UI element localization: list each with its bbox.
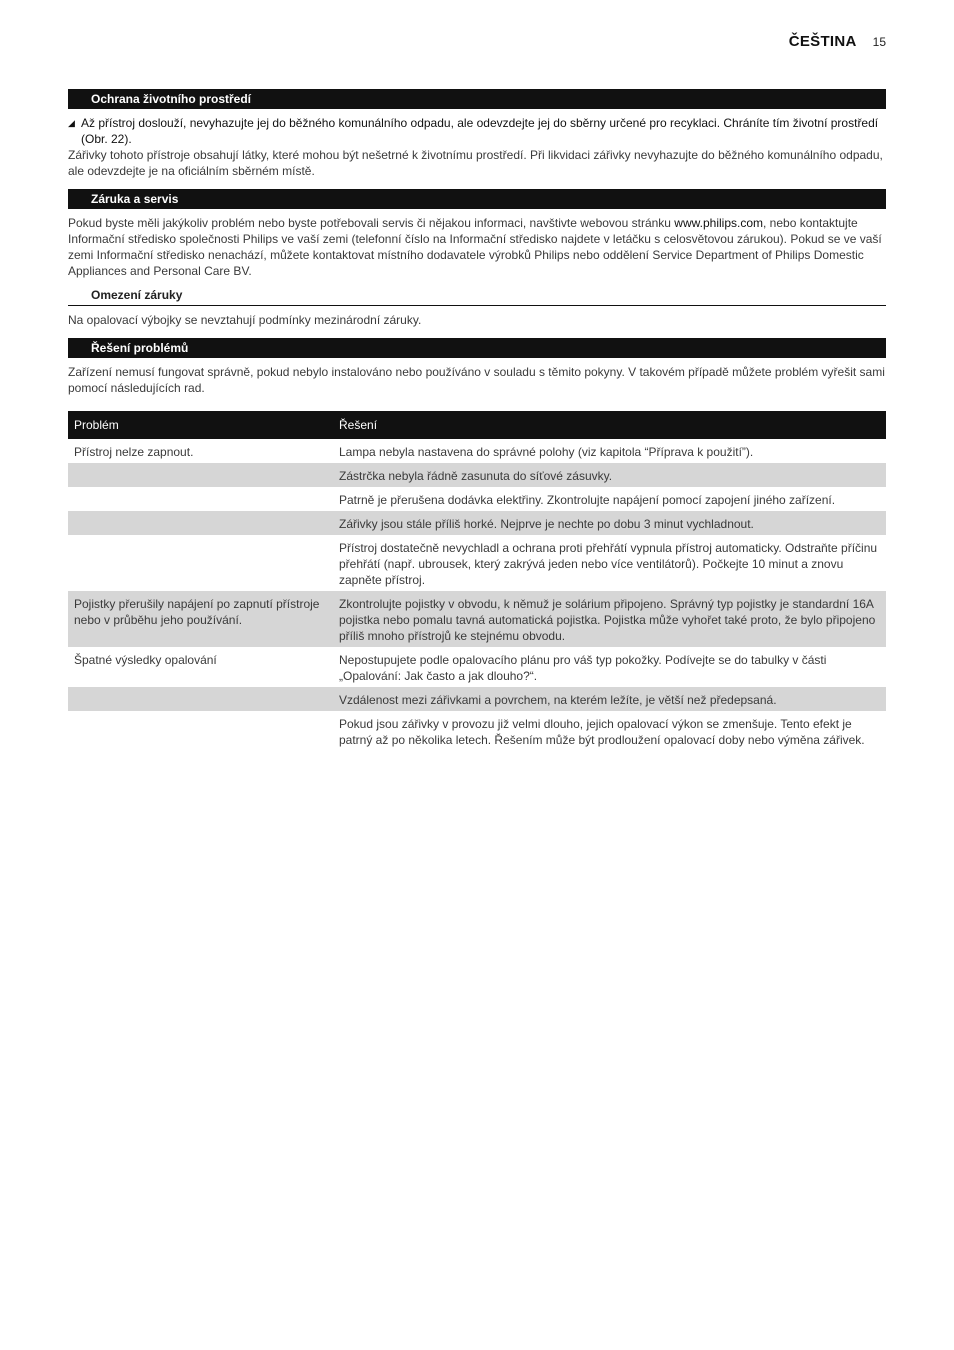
table-row — [68, 647, 886, 687]
warranty-limits-text: Na opalovací výbojky se nevztahují podmínky mezinárodní záruky. — [68, 313, 422, 327]
problem-cell: Špatné výsledky opalování — [74, 653, 217, 667]
warranty-text-start: Pokud byste měli jakýkoliv problém nebo byste potřebovali servis či nějakou informaci, navštivte webovou stránku — [68, 216, 675, 230]
table-header-row — [68, 411, 886, 439]
table-row — [68, 511, 886, 535]
environment-text: Zářivky tohoto přístroje obsahují látky, které mohou být nešetrné k životnímu prostředí. Při likvidaci zářivky nevyhazujte do běžného komunálního odpadu, ale odevzdejte je na oficiálním sběrném místě. — [68, 148, 883, 178]
bullet-text: Až přístroj doslouží, nevyhazujte jej do běžného komunálního odpadu, ale odevzdejte jej do sběrny určené pro recyklaci. Chráníte tím životní prostředí (Obr. 22). — [81, 116, 879, 146]
table-row — [68, 591, 886, 647]
solution-cell: Zkontrolujte pojistky v obvodu, k němuž je solárium připojeno. Správný typ pojistky je standardní 16A pojistka nebo pomalu tavná automatická pojistka. Pojistka může vyhořet také proto, že bylo připojeno příliš mnoho přístrojů ke stejnému obvodu. — [333, 591, 886, 647]
warranty-text-end: , nebo kontaktujte Informační středisko společnosti Philips ve vaší zemi (telefonní číslo na Informační středisko najdete v letáčku s celosvětovou zárukou). Pokud se ve vaší zemi Informační středisko nenachází, můžete kontaktovat místního dodavatele výrobků Philips nebo oddělení Service Department of Philips Domestic Appliances and Personal Care BV. — [68, 216, 882, 278]
bullet-item — [68, 115, 886, 147]
section-title-environment: Ochrana životního prostředí — [68, 89, 886, 109]
table-row — [68, 439, 886, 463]
problem-cell — [68, 511, 333, 535]
page-number: 15 — [872, 35, 886, 49]
problem-cell — [68, 463, 333, 487]
solution-cell: Lampa nebyla nastavena do správné polohy (viz kapitola “Příprava k použití”). — [339, 445, 754, 459]
problem-cell — [68, 687, 333, 711]
table-row — [68, 463, 886, 487]
solution-cell: Zástrčka nebyla řádně zasunuta do síťové zásuvky. — [333, 463, 886, 487]
troubleshooting-intro: Zařízení nemusí fungovat správně, pokud nebylo instalováno nebo používáno v souladu s těmito pokyny. V takovém případě můžete problém vyřešit sami pomocí následujících rad. — [68, 365, 885, 395]
table-row — [68, 687, 886, 711]
column-header-solution: Řešení — [333, 411, 886, 439]
section-title-warranty: Záruka a servis — [68, 189, 886, 209]
solution-cell: Vzdálenost mezi zářivkami a povrchem, na kterém ležíte, je větší než předepsaná. — [333, 687, 886, 711]
column-header-problem: Problém — [68, 411, 333, 439]
subsection-title-warranty-limits: Omezení záruky — [68, 287, 886, 306]
problem-cell: Pojistky přerušily napájení po zapnutí přístroje nebo v průběhu jeho používání. — [68, 591, 333, 647]
problem-cell: Přístroj nelze zapnout. — [74, 445, 194, 459]
table-row — [68, 535, 886, 591]
solution-cell: Pokud jsou zářivky v provozu již velmi dlouho, jejich opalovací výkon se zmenšuje. Tento efekt je patrný až po několika letech. Řešením může být prodloužení opalovací doby nebo výměna zářivek. — [339, 717, 865, 747]
section-title-troubleshooting: Řešení problémů — [68, 338, 886, 358]
problem-cell — [68, 711, 333, 751]
page-header — [789, 33, 886, 50]
problem-cell — [68, 487, 333, 511]
solution-cell: Patrně je přerušena dodávka elektřiny. Zkontrolujte napájení pomocí zapojení jiného zařízení. — [339, 493, 836, 507]
table-row — [68, 711, 886, 751]
troubleshooting-table — [68, 411, 886, 751]
solution-cell: Přístroj dostatečně nevychladl a ochrana proti přehřátí vypnula přístroj automaticky. Odstraňte příčinu přehřátí (např. ubrousek, který zakrývá jeden nebo více ventilátorů). Počkejte 10 minut a znovu zapněte přístroj. — [339, 541, 878, 587]
warranty-text — [68, 215, 886, 279]
solution-cell: Nepostupujete podle opalovacího plánu pro váš typ pokožky. Podívejte se do tabulky v části „Opalování: Jak často a jak dlouho?“. — [339, 653, 827, 683]
solution-cell: Zářivky jsou stále příliš horké. Nejprve je nechte po dobu 3 minut vychladnout. — [333, 511, 886, 535]
philips-link[interactable]: www.philips.com — [674, 216, 763, 230]
table-row — [68, 487, 886, 511]
problem-cell — [68, 535, 333, 591]
language-label: ČEŠTINA — [788, 33, 857, 50]
page-content — [68, 89, 886, 751]
bullet-arrow-icon: ◢ — [68, 118, 75, 128]
